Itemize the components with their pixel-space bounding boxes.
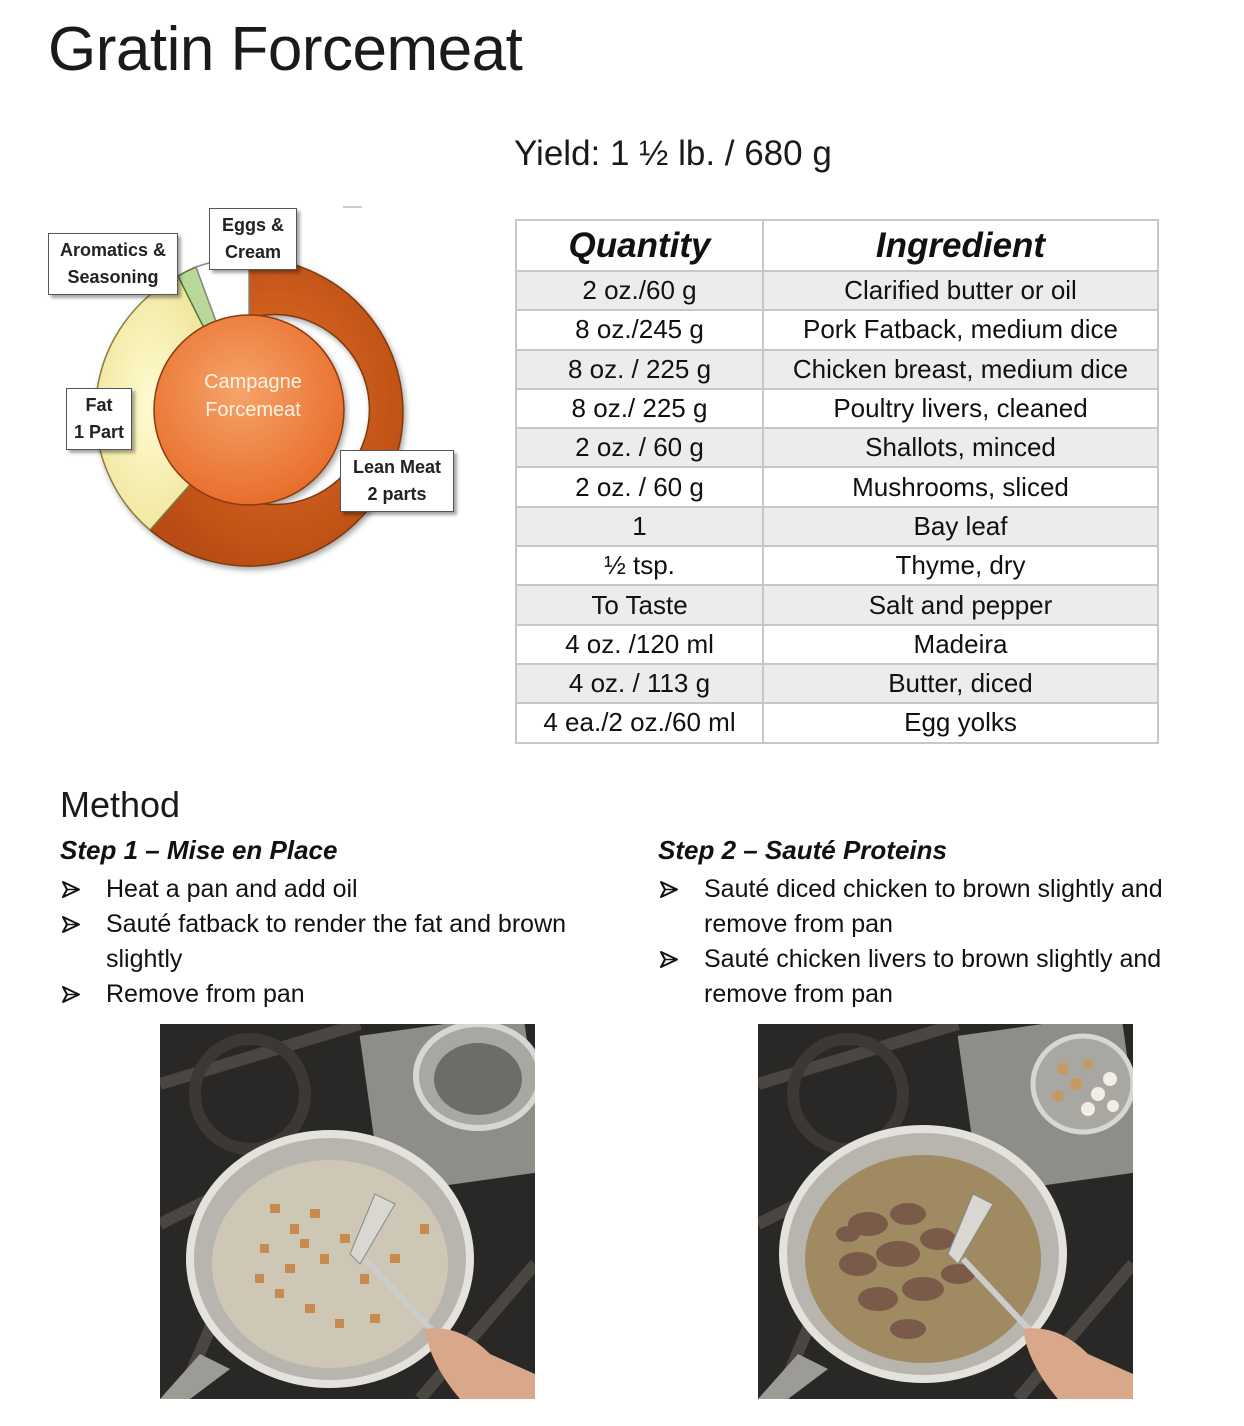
quantity-cell: 2 oz. / 60 g (516, 467, 763, 506)
quantity-cell: 4 oz. /120 ml (516, 625, 763, 664)
step-2-list (658, 872, 1218, 1012)
table-row (516, 703, 1158, 742)
table-row (516, 546, 1158, 585)
ingredient-cell: Salt and pepper (763, 585, 1158, 624)
lean-meat-label: Lean Meat 2 parts (340, 450, 454, 512)
arrow-bullet-icon (658, 942, 680, 977)
table-row (516, 389, 1158, 428)
ingredient-cell: Madeira (763, 625, 1158, 664)
ingredient-cell: Butter, diced (763, 664, 1158, 703)
table-row (516, 350, 1158, 389)
ingredient-header: Ingredient (763, 220, 1158, 271)
list-item: Sauté diced chicken to brown slightly and remove from pan (658, 872, 1218, 942)
table-row (516, 428, 1158, 467)
quantity-cell: To Taste (516, 585, 763, 624)
ingredient-cell: Chicken breast, medium dice (763, 350, 1158, 389)
step-1-list (60, 872, 620, 1012)
ingredient-cell: Bay leaf (763, 507, 1158, 546)
method-heading: Method (60, 784, 181, 825)
quantity-cell: 8 oz./245 g (516, 310, 763, 349)
table-row (516, 664, 1158, 703)
list-item: Heat a pan and add oil (60, 872, 620, 907)
center-label-line2: Forcemeat (205, 399, 301, 421)
quantity-cell: 8 oz. / 225 g (516, 350, 763, 389)
step-2-photo (758, 1024, 1133, 1399)
quantity-header: Quantity (516, 220, 763, 271)
list-item: Sauté chicken livers to brown slightly and remove from pan (658, 942, 1218, 1012)
quantity-cell: 2 oz./60 g (516, 271, 763, 310)
quantity-cell: 2 oz. / 60 g (516, 428, 763, 467)
step-1-section (60, 833, 620, 1012)
ingredient-cell: Clarified butter or oil (763, 271, 1158, 310)
ingredient-cell: Egg yolks (763, 703, 1158, 742)
arrow-bullet-icon (60, 907, 82, 942)
pan-livers-image (758, 1024, 1133, 1399)
list-item: Sauté fatback to render the fat and brown slightly (60, 907, 620, 977)
arrow-bullet-icon (60, 872, 82, 907)
quantity-cell: 4 oz. / 113 g (516, 664, 763, 703)
table-header-row (516, 220, 1158, 271)
table-row (516, 310, 1158, 349)
yield-text: Yield: 1 ½ lb. / 680 g (514, 134, 832, 173)
table-row (516, 585, 1158, 624)
ingredient-cell: Shallots, minced (763, 428, 1158, 467)
ingredient-cell: Poultry livers, cleaned (763, 389, 1158, 428)
ingredient-table (515, 219, 1159, 744)
step-1-title: Step 1 – Mise en Place (60, 835, 338, 865)
quantity-cell: 8 oz./ 225 g (516, 389, 763, 428)
table-row (516, 625, 1158, 664)
center-label-line1: Campagne (204, 371, 302, 393)
list-item: Remove from pan (60, 977, 620, 1012)
pan-fatback-image (160, 1024, 535, 1399)
forcemeat-ratio-chart (40, 200, 470, 590)
ingredient-cell: Mushrooms, sliced (763, 467, 1158, 506)
table-row (516, 271, 1158, 310)
table-row (516, 507, 1158, 546)
ingredient-cell: Pork Fatback, medium dice (763, 310, 1158, 349)
quantity-cell: ½ tsp. (516, 546, 763, 585)
arrow-bullet-icon (658, 872, 680, 907)
eggs-cream-label: Eggs & Cream (209, 208, 297, 270)
quantity-cell: 4 ea./2 oz./60 ml (516, 703, 763, 742)
step-2-section (658, 833, 1218, 1012)
quantity-cell: 1 (516, 507, 763, 546)
aromatics-label: Aromatics & Seasoning (48, 233, 178, 295)
step-2-title: Step 2 – Sauté Proteins (658, 835, 947, 865)
step-1-photo (160, 1024, 535, 1399)
ingredient-cell: Thyme, dry (763, 546, 1158, 585)
arrow-bullet-icon (60, 977, 82, 1012)
table-row (516, 467, 1158, 506)
page-title: Gratin Forcemeat (48, 15, 523, 84)
fat-label: Fat 1 Part (66, 388, 132, 450)
